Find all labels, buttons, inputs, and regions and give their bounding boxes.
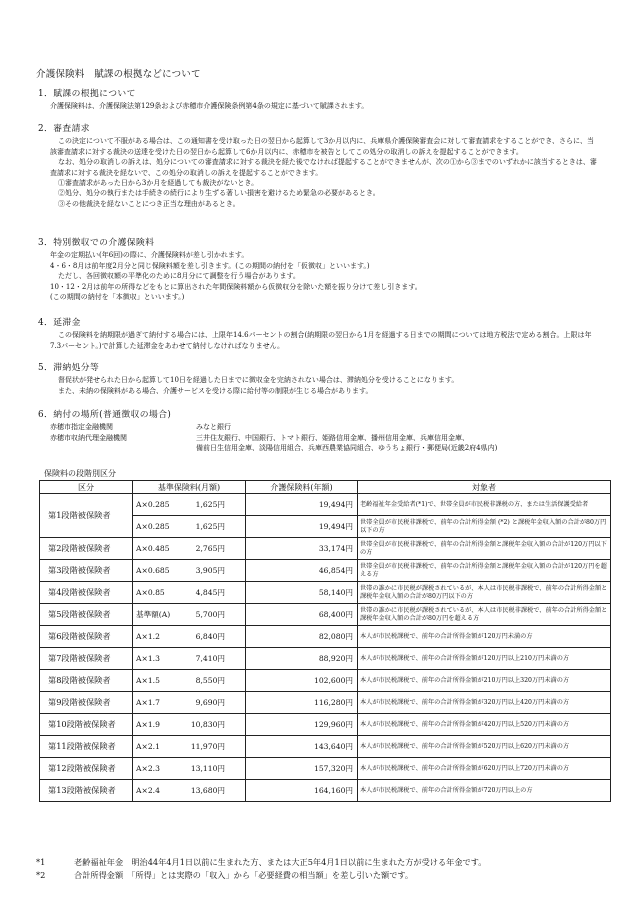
bank-label [50,443,196,453]
row-rate: 基準額(A) [136,610,171,619]
row-class: 第13段階被保険者 [40,780,133,802]
footnote-text: 老齢福祉年金 明治44年4月1日以前に生まれた方、または大正5年4月1日以前に生まれた方が受ける年金です。 [74,857,487,867]
section-text: 督促状が発せられた日から起算して10日を経過した日までに徴収金を完納されない場合は、滞納処分を受けることになります。 [58,376,459,385]
row-target: 世帯全員が市民税非課税で、前年の合計所得金額 (*2) と課税年金収入額の合計が80万円以下の方 [358,516,611,538]
row-rate: A×1.2 [136,632,160,641]
row-monthly [133,582,246,604]
row-yearly: 157,320円 [246,758,358,780]
row-monthly [133,626,246,648]
table-row [40,560,611,582]
row-class: 第12段階被保険者 [40,758,133,780]
row-monthly-amount: 2,765円 [195,544,225,553]
section-text: 4・6・8月は前年度2月分と同じ保険料額を差し引きます。(この期間の納付を「仮徴収」といいます。) [50,261,370,270]
section-appeal [38,124,598,209]
row-monthly [133,560,246,582]
table-row [40,494,611,516]
row-target: 世帯全員が市民税非課税で、前年の合計所得金額と課税年金収入額の合計が120万円以下の方 [358,538,611,560]
row-rate: A×0.285 [136,522,170,531]
table-row [40,626,611,648]
row-yearly: 129,960円 [246,714,358,736]
row-yearly: 68,400円 [246,604,358,626]
row-monthly-amount: 11,970円 [190,742,225,751]
row-class: 第4段階被保険者 [40,582,133,604]
row-rate: A×2.3 [136,764,160,773]
row-yearly: 102,600円 [246,670,358,692]
table-row [40,714,611,736]
bank-row [38,443,598,453]
row-yearly: 164,160円 [246,780,358,802]
row-rate: A×1.5 [136,676,160,685]
row-monthly [133,780,246,802]
section-heading: 3．特別徴収での介護保険料 [38,238,155,248]
row-yearly: 143,640円 [246,736,358,758]
row-monthly-amount: 9,690円 [195,698,225,707]
row-target: 本人が市民税課税で、前年の合計所得金額が720万円以上の方 [358,780,611,802]
header-yearly: 介護保険料(年額) [246,481,358,494]
footnote [36,869,486,882]
header-target: 対象者 [358,481,611,494]
section-delinquency [38,363,598,396]
row-monthly [133,494,246,516]
row-yearly: 116,280円 [246,692,358,714]
bank-label: 赤穂市収納代理金融機関 [50,433,127,442]
bank-label: 赤穂市指定金融機関 [50,423,113,432]
table-row [40,736,611,758]
section-heading: 1．賦課の根拠について [38,89,136,99]
row-monthly [133,736,246,758]
row-target: 世帯の誰かに市民税が課税されているが、本人は市民税非課税で、前年の合計所得金額と課税年金収入額の合計が80万円を超える方 [358,604,611,626]
row-class: 第10段階被保険者 [40,714,133,736]
row-class: 第3段階被保険者 [40,560,133,582]
row-monthly [133,714,246,736]
row-target: 世帯の誰かに市民税が課税されているが、本人は市民税非課税で、前年の合計所得金額と課税年金収入額の合計が80万円以下の方 [358,582,611,604]
row-yearly: 82,080円 [246,626,358,648]
section-text: ③その他裁決を経ないことにつき正当な理由があるとき。 [58,199,240,208]
section-late-fee [38,318,598,351]
section-heading: 4．延滞金 [38,318,81,328]
section-text: なお、処分の取消しの訴えは、処分についての審査請求に対する裁決を経た後でなければ提起することができませんが、次の①から③までのいずれかに該当するときは、審査請求に対する裁決を経ないで、この処分の取消しの訴えを提起することができます。 [50,158,597,177]
table-header-row [40,481,611,494]
row-monthly-amount: 7,410円 [195,654,225,663]
row-monthly-amount: 5,700円 [195,610,225,619]
footnote-text: 合計所得金額 「所得」とは実際の「収入」から「必要経費の相当額」を差し引いた額です。 [74,870,414,880]
row-target: 本人が市民税課税で、前年の合計所得金額が620万円以上720万円未満の方 [358,758,611,780]
section-text: 10・12・2月は前年の所得などをもとに算出された年間保険料額から仮徴収分を除いた額を振り分けて差し引きます。 [50,282,422,291]
row-class: 第8段階被保険者 [40,670,133,692]
row-monthly-amount: 1,625円 [195,522,225,531]
section-payment-place [38,410,598,454]
row-monthly-amount: 4,845円 [195,588,225,597]
row-rate: A×2.1 [136,742,160,751]
row-monthly-amount: 1,625円 [195,500,225,509]
row-class: 第11段階被保険者 [40,736,133,758]
footnote-mark: *1 [36,857,46,867]
table-row [40,582,611,604]
row-rate: A×0.285 [136,500,170,509]
row-class: 第7段階被保険者 [40,648,133,670]
table-row [40,692,611,714]
section-heading: 5．滞納処分等 [38,363,100,373]
row-rate: A×0.85 [136,588,165,597]
row-monthly [133,516,246,538]
row-yearly: 33,174円 [246,538,358,560]
section-text: 介護保険料は、介護保険法第129条および赤穂市介護保険条例第4条の規定に基づいて賦課されます。 [50,102,369,111]
row-monthly [133,670,246,692]
page-title: 介護保険料 賦課の根拠などについて [36,69,201,80]
header-monthly: 基準保険料(月額) [133,481,246,494]
row-monthly-amount: 13,680円 [190,786,225,795]
section-text: ただし、各回徴収額の平準化のために8月分にて調整を行う場合があります。 [58,272,300,281]
row-target: 本人が市民税課税で、前年の合計所得金額が120万円未満の方 [358,626,611,648]
row-class: 第6段階被保険者 [40,626,133,648]
footnote-mark: *2 [36,870,46,880]
table-row [40,604,611,626]
row-monthly [133,758,246,780]
row-target: 世帯全員が市民税非課税で、前年の合計所得金額と課税年金収入額の合計が120万円を超える方 [358,560,611,582]
row-monthly [133,538,246,560]
row-monthly-amount: 8,550円 [195,676,225,685]
row-target: 老齢福祉年金受給者(*1)で、世帯全員が市民税非課税の方、または生活保護受給者 [358,494,611,516]
row-rate: A×0.485 [136,544,170,553]
section-text: ②処分、処分の執行または手続きの続行により生ずる著しい損害を避けるため緊急の必要があるとき。 [58,189,380,198]
row-monthly-amount: 6,840円 [195,632,225,641]
row-rate: A×2.4 [136,786,160,795]
row-rate: A×1.3 [136,654,160,663]
row-class: 第9段階被保険者 [40,692,133,714]
row-monthly [133,604,246,626]
row-monthly [133,648,246,670]
row-rate: A×1.9 [136,720,160,729]
row-target: 本人が市民税課税で、前年の合計所得金額が320万円以上420万円未満の方 [358,692,611,714]
section-text: (この期間の納付を「本徴収」といいます。) [50,293,185,302]
row-yearly: 19,494円 [246,494,358,516]
premium-table [39,480,611,802]
table-row [40,758,611,780]
bank-row [38,433,598,443]
bank-value: 備前日生信用金庫、淡陽信用組合、兵庫西農業協同組合、ゆうちょ銀行・郵便局(近畿2府4県内) [196,444,498,453]
row-monthly [133,692,246,714]
section-heading: 2．審査請求 [38,124,90,134]
table-row [40,648,611,670]
section-heading: 6．納付の場所(普通徴収の場合) [38,410,172,420]
table-row [40,670,611,692]
row-yearly: 58,140円 [246,582,358,604]
section-text: この決定について不服がある場合は、この通知書を受け取った日の翌日から起算して3か月以内に、兵庫県介護保険審査会に対して審査請求をすることができ、さらに、当該審査請求に対する裁決の送達を受けた日の翌日から起算して6か月以内に、赤穂市を被告としてこの処分の取消しの訴えを提起することができます。 [50,137,595,156]
bank-row [38,422,598,432]
table-caption: 保険料の段階別区分 [44,469,116,478]
bank-value: みなと銀行 [196,423,231,432]
section-text: この保険料を納期限が過ぎて納付する場合には、上限年14.6パーセントの割合(納期限の翌日から1月を経過する日までの期間については地方税法で定める割合。上限は年7.3パーセント。)で計算した延滞金をあわせて納付しなければなりません。 [50,331,592,350]
row-rate: A×1.7 [136,698,160,707]
table-row [40,780,611,802]
row-target: 本人が市民税課税で、前年の合計所得金額が120万円以上210万円未満の方 [358,648,611,670]
row-monthly-amount: 13,110円 [190,764,225,773]
row-rate: A×0.685 [136,566,170,575]
footnote [36,856,486,869]
section-text: また、未納の保険料がある場合、介護サービスを受ける際に給付等の制限が生じる場合があります。 [58,386,373,395]
row-target: 本人が市民税課税で、前年の合計所得金額が420万円以上520万円未満の方 [358,714,611,736]
footnotes [36,856,486,882]
row-yearly: 19,494円 [246,516,358,538]
row-class: 第5段階被保険者 [40,604,133,626]
row-target: 本人が市民税課税で、前年の合計所得金額が520万円以上620万円未満の方 [358,736,611,758]
row-yearly: 88,920円 [246,648,358,670]
row-monthly-amount: 10,830円 [190,720,225,729]
row-yearly: 46,854円 [246,560,358,582]
section-special-collection [38,238,598,302]
bank-value: 三井住友銀行、中国銀行、トマト銀行、姫路信用金庫、播州信用金庫、兵庫信用金庫、 [196,433,469,442]
row-class: 第1段階被保険者 [40,494,133,538]
row-monthly-amount: 3,905円 [195,566,225,575]
row-class: 第2段階被保険者 [40,538,133,560]
row-target: 本人が市民税課税で、前年の合計所得金額が210万円以上320万円未満の方 [358,670,611,692]
section-text: ①審査請求があった日から3か月を経過しても裁決がないとき。 [58,179,259,188]
section-text: 年金の定期払い(年6回)の際に、介護保険料が差し引かれます。 [50,251,249,260]
table-row [40,538,611,560]
header-class: 区分 [40,481,133,494]
section-basis [38,89,598,112]
